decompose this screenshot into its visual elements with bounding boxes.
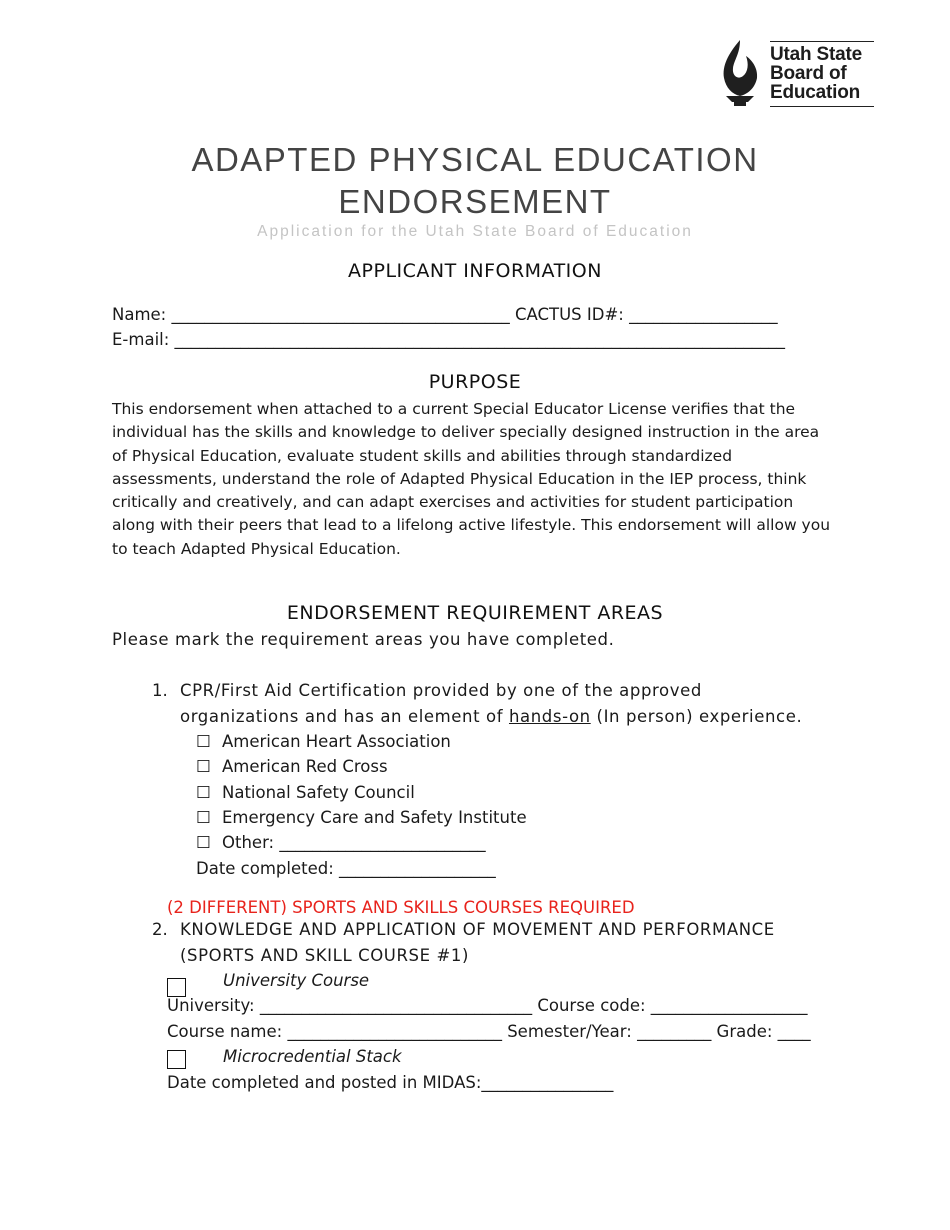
item-1-line-2-after: (In person) experience. [590,707,803,726]
cactus-id-field[interactable]: __________________ [629,305,778,324]
course-code-label: Course code: [532,996,651,1015]
name-field[interactable]: _________________________________________ [171,305,510,324]
checkbox-icon[interactable]: ☐ [196,732,211,751]
grade-field[interactable]: ____ [777,1022,811,1041]
option-label: National Safety Council [222,783,415,802]
university-course-checkbox[interactable] [167,978,186,997]
logo-line-2: Board of [770,63,847,84]
option-national-safety-council[interactable] [196,783,415,802]
logo-line-3: Education [770,82,861,103]
checkbox-icon[interactable]: ☐ [196,783,211,802]
option-label: Emergency Care and Safety Institute [222,808,527,827]
logo-bottom-rule [770,106,874,107]
logo-line-1: Utah State [770,44,862,65]
usbe-logo [718,38,878,110]
university-label: University: [167,996,260,1015]
item-1-line-2 [180,707,802,726]
semester-year-field[interactable]: _________ [637,1022,712,1041]
midas-row [167,1073,613,1092]
purpose-line: individual has the skills and knowledge to deliver specially designed instruction in the area [112,423,820,442]
microcredential-label [223,1047,402,1066]
option-emergency-care-safety-institute[interactable] [196,808,527,827]
email-field[interactable]: __________________________________________________________________________ [174,330,786,349]
microcredential-checkbox[interactable] [167,1050,186,1069]
microcredential-text: Microcredential Stack [223,1047,402,1066]
flame-torch-icon [718,38,764,108]
purpose-line: along with their peers that lead to a lifelong active lifestyle. This endorsement will allow you [112,516,831,535]
option-label: American Heart Association [222,732,451,751]
courses-required-note: (2 DIFFERENT) SPORTS AND SKILLS COURSES REQUIRED [167,898,635,917]
option-label: Other: _________________________ [222,833,486,852]
course-name-label: Course name: [167,1022,288,1041]
purpose-heading: PURPOSE [428,371,522,393]
item-1-date-row [196,859,496,878]
checkbox-icon[interactable]: ☐ [196,808,211,827]
purpose-line: This endorsement when attached to a current Special Educator License verifies that the [112,400,796,418]
item-1-number: 1. [152,681,168,700]
checkbox-icon[interactable]: ☐ [196,833,211,852]
purpose-line: critically and creatively, and can adapt exercises and activities for student participation [112,493,794,512]
purpose-line: to teach Adapted Physical Education. [112,539,401,558]
page-title-line-1: ADAPTED PHYSICAL EDUCATION [191,141,759,178]
midas-label: Date completed and posted in MIDAS: [167,1073,482,1092]
semester-year-label: Semester/Year: [501,1022,638,1041]
purpose-paragraph [112,398,847,561]
option-other[interactable] [196,833,486,852]
item-1-line-2-before: organizations and has an element of [180,707,509,726]
course-name-row [167,1022,811,1041]
email-row [112,330,785,349]
course-name-field[interactable]: __________________________ [287,1022,502,1041]
option-american-red-cross[interactable] [196,757,388,776]
option-label: American Red Cross [222,757,388,776]
university-row [167,996,808,1015]
applicant-info-heading: APPLICANT INFORMATION [348,260,602,282]
date-completed-label: Date completed: [196,859,340,878]
item-1-line-1: CPR/First Aid Certification provided by one of the approved [180,681,702,700]
requirements-instruction: Please mark the requirement areas you have completed. [112,630,615,649]
purpose-line: assessments, understand the role of Adapted Physical Education in the IEP process, think [112,469,807,488]
name-label: Name: [112,305,172,324]
midas-field[interactable]: ________________ [481,1073,614,1092]
requirements-heading: ENDORSEMENT REQUIREMENT AREAS [286,602,664,624]
page-title-line-2: ENDORSEMENT [338,183,612,220]
hands-on-emphasis: hands-on [508,707,591,726]
university-field[interactable]: _________________________________ [259,996,533,1015]
item-2-line-1: KNOWLEDGE AND APPLICATION OF MOVEMENT AND PERFORMANCE [180,920,775,939]
name-row [112,305,778,324]
university-course-text: University Course [223,971,370,990]
university-course-label [223,971,369,990]
checkbox-icon[interactable]: ☐ [196,757,211,776]
item-2-line-2: (SPORTS AND SKILL COURSE #1) [180,946,470,965]
item-2-number: 2. [152,920,168,939]
date-completed-field[interactable]: ___________________ [339,859,496,878]
purpose-line: of Physical Education, evaluate student skills and abilities through standardized [112,446,733,465]
email-label: E-mail: [112,330,175,349]
logo-top-rule [770,41,874,42]
course-code-field[interactable]: ___________________ [650,996,808,1015]
page-subtitle: Application for the Utah State Board of Education [257,223,693,240]
option-american-heart-association[interactable] [196,732,451,751]
grade-label: Grade: [711,1022,778,1041]
cactus-id-label: CACTUS ID#: [509,305,630,324]
